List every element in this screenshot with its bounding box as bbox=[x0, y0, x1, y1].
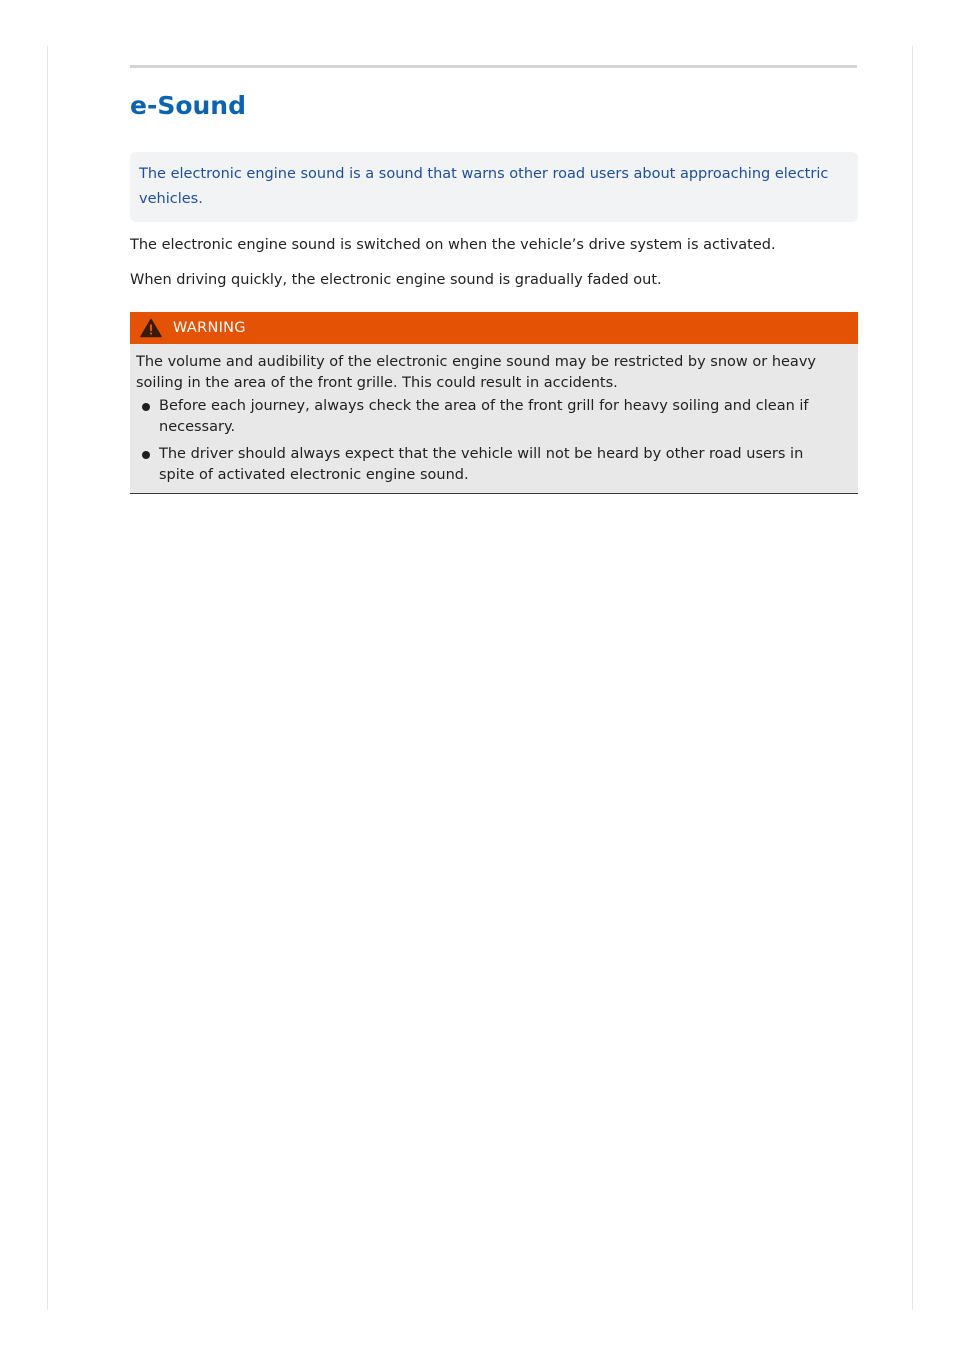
list-item-text: Before each journey, always check the area of the front grill for heavy soiling and clean if necessary. bbox=[159, 398, 809, 435]
warning-label: WARNING bbox=[173, 320, 246, 336]
warning-header bbox=[130, 312, 858, 344]
page-margin-line-right bbox=[912, 46, 913, 1310]
warning-triangle-icon bbox=[140, 318, 162, 338]
bullet-icon bbox=[142, 451, 150, 459]
list-item-text: The driver should always expect that the vehicle will not be heard by other road users in spite of activated electronic engine sound. bbox=[159, 446, 804, 483]
warning-body bbox=[130, 344, 858, 494]
warning-list bbox=[136, 396, 838, 486]
list-item bbox=[136, 444, 838, 486]
header-rule bbox=[130, 65, 857, 68]
page-title: e-Sound bbox=[130, 91, 247, 120]
intro-text: The electronic engine sound is a sound that warns other road users about approaching electric vehicles. bbox=[139, 166, 829, 207]
page-margin-line-left bbox=[47, 46, 48, 1310]
paragraph-fade-out: When driving quickly, the electronic engine sound is gradually faded out. bbox=[130, 272, 662, 288]
bullet-icon bbox=[142, 403, 150, 411]
warning-box bbox=[130, 312, 858, 495]
paragraph-drive-system: The electronic engine sound is switched on when the vehicle’s drive system is activated. bbox=[130, 237, 776, 253]
list-item bbox=[136, 396, 838, 438]
intro-box bbox=[130, 152, 858, 222]
warning-text: The volume and audibility of the electronic engine sound may be restricted by snow or heavy soiling in the area of the front grille. This could result in accidents. bbox=[136, 354, 816, 391]
